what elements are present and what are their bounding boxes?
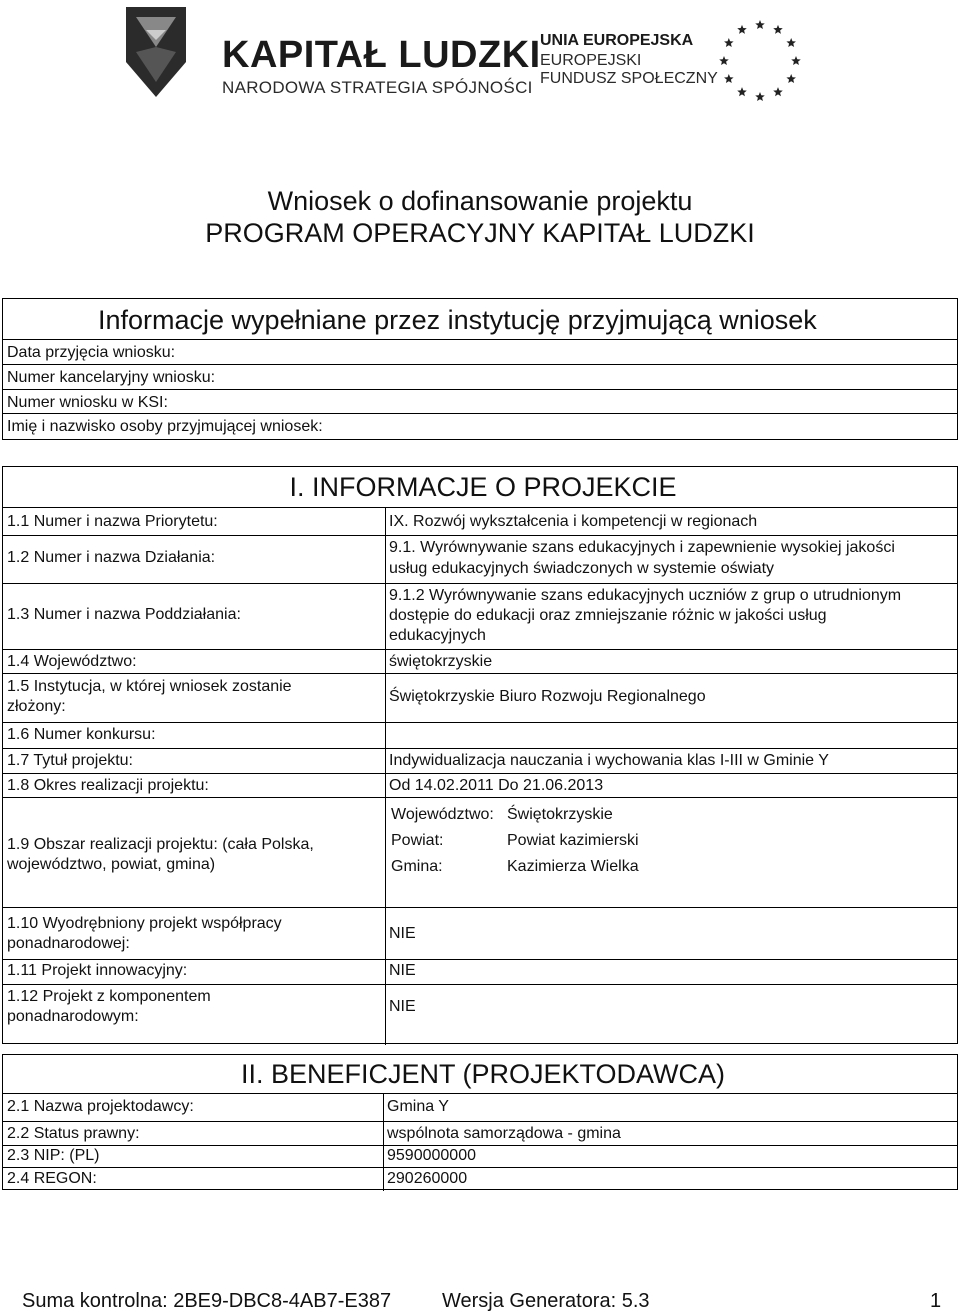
intake-field-person: Imię i nazwisko osoby przyjmującej wniosek:: [7, 418, 323, 435]
area-voivodeship-label: Województwo:: [391, 806, 494, 823]
eu-star-icon: [737, 87, 747, 96]
label-innovative: 1.11 Projekt innowacyjny:: [7, 962, 188, 979]
label-institution-line-2: złożony:: [7, 698, 66, 715]
intake-heading: Informacje wypełniane przez instytucję przyjmującą wniosek: [98, 305, 817, 335]
value-voivodeship: świętokrzyskie: [389, 653, 493, 670]
value-applicant-name: Gmina Y: [387, 1098, 449, 1115]
label-subaction: 1.3 Numer i nazwa Poddziałania:: [7, 606, 241, 623]
eu-flag-icon: [705, 6, 815, 116]
label-area-line-2: województwo, powiat, gmina): [7, 856, 216, 873]
label-component-line-1: 1.12 Projekt z komponentem: [7, 988, 211, 1005]
eu-star-icon: [773, 25, 783, 34]
eu-star-icon: [786, 74, 796, 83]
label-nip: 2.3 NIP: (PL): [7, 1147, 100, 1164]
label-action: 1.2 Numer i nazwa Działania:: [7, 549, 216, 566]
ue-line-3: FUNDUSZ SPOŁECZNY: [540, 70, 718, 87]
eu-star-icon: [791, 56, 801, 65]
value-action-line-2: usług edukacyjnych świadczonych w systemie oświaty: [389, 560, 775, 577]
value-subaction-line-1: 9.1.2 Wyrównywanie szans edukacyjnych uczniów z grup o utrudnionym: [389, 587, 902, 604]
label-area-line-1: 1.9 Obszar realizacji projektu: (cała Polska,: [7, 836, 314, 853]
label-legal-status: 2.2 Status prawny:: [7, 1125, 140, 1142]
document-title-line-2: PROGRAM OPERACYJNY KAPITAŁ LUDZKI: [205, 218, 755, 248]
kapital-ludzki-title: KAPITAŁ LUDZKI: [222, 34, 541, 76]
project-info-section: [2, 466, 958, 1044]
beneficiary-section: [2, 1054, 958, 1190]
value-action-line-1: 9.1. Wyrównywanie szans edukacyjnych i zapewnienie wysokiej jakości: [389, 539, 895, 556]
value-regon: 290260000: [387, 1170, 468, 1187]
eu-star-icon: [724, 74, 734, 83]
value-subaction-line-2: dostępie do edukacji oraz zmniejszanie różnic w jakości usług: [389, 607, 827, 624]
label-contest-number: 1.6 Numer konkursu:: [7, 726, 156, 743]
area-voivodeship-value: Świętokrzyskie: [507, 806, 613, 823]
label-institution-line-1: 1.5 Instytucja, w której wniosek zostanie: [7, 678, 292, 695]
eu-star-icon: [755, 92, 765, 101]
eu-star-icon: [737, 25, 747, 34]
intake-field-ksi: Numer wniosku w KSI:: [7, 394, 168, 411]
eu-star-icon: [786, 38, 796, 47]
value-component: NIE: [389, 998, 416, 1015]
value-legal-status: wspólnota samorządowa - gmina: [387, 1125, 621, 1142]
intake-field-number: Numer kancelaryjny wniosku:: [7, 369, 216, 386]
eu-star-icon: [719, 56, 729, 65]
footer-checksum: Suma kontrolna: 2BE9-DBC8-4AB7-E387: [22, 1290, 392, 1312]
label-project-title: 1.7 Tytuł projektu:: [7, 752, 133, 769]
area-commune-value: Kazimierza Wielka: [507, 858, 639, 875]
section-2-heading: II. BENEFICJENT (PROJEKTODAWCA): [240, 1059, 726, 1089]
kapital-ludzki-logo: [116, 2, 196, 112]
label-applicant-name: 2.1 Nazwa projektodawcy:: [7, 1098, 194, 1115]
intake-box: [2, 298, 958, 440]
eu-star-icon: [724, 38, 734, 47]
value-priority: IX. Rozwój wykształcenia i kompetencji w regionach: [389, 513, 758, 530]
label-regon: 2.4 REGON:: [7, 1170, 97, 1187]
ue-line-2: EUROPEJSKI: [540, 52, 642, 69]
section-1-heading: I. INFORMACJE O PROJEKCIE: [289, 472, 677, 502]
label-component-line-2: ponadnarodowym:: [7, 1008, 139, 1025]
area-county-label: Powiat:: [391, 832, 444, 849]
value-period: Od 14.02.2011 Do 21.06.2013: [389, 777, 604, 794]
value-nip: 9590000000: [387, 1147, 476, 1164]
value-innovative: NIE: [389, 962, 416, 979]
label-period: 1.8 Okres realizacji projektu:: [7, 777, 209, 794]
eu-star-icon: [755, 20, 765, 29]
document-title-line-1: Wniosek o dofinansowanie projektu: [267, 186, 693, 216]
footer-page-number: 1: [930, 1290, 942, 1312]
ue-line-1: UNIA EUROPEJSKA: [540, 32, 694, 49]
label-priority: 1.1 Numer i nazwa Priorytetu:: [7, 513, 218, 530]
value-institution: Świętokrzyskie Biuro Rozwoju Regionalnego: [389, 688, 706, 705]
kapital-ludzki-subtitle: NARODOWA STRATEGIA SPÓJNOŚCI: [222, 78, 533, 97]
value-transnational: NIE: [389, 925, 416, 942]
value-project-title: Indywidualizacja nauczania i wychowania klas I-III w Gminie Y: [389, 752, 829, 769]
footer-version: Wersja Generatora: 5.3: [442, 1290, 650, 1312]
eu-star-icon: [773, 87, 783, 96]
label-transnational-line-2: ponadnarodowej:: [7, 935, 130, 952]
area-county-value: Powiat kazimierski: [507, 832, 639, 849]
value-subaction-line-3: edukacyjnych: [389, 627, 486, 644]
area-commune-label: Gmina:: [391, 858, 443, 875]
intake-field-date: Data przyjęcia wniosku:: [7, 344, 176, 361]
label-transnational-line-1: 1.10 Wyodrębniony projekt współpracy: [7, 915, 282, 932]
label-voivodeship: 1.4 Województwo:: [7, 653, 137, 670]
